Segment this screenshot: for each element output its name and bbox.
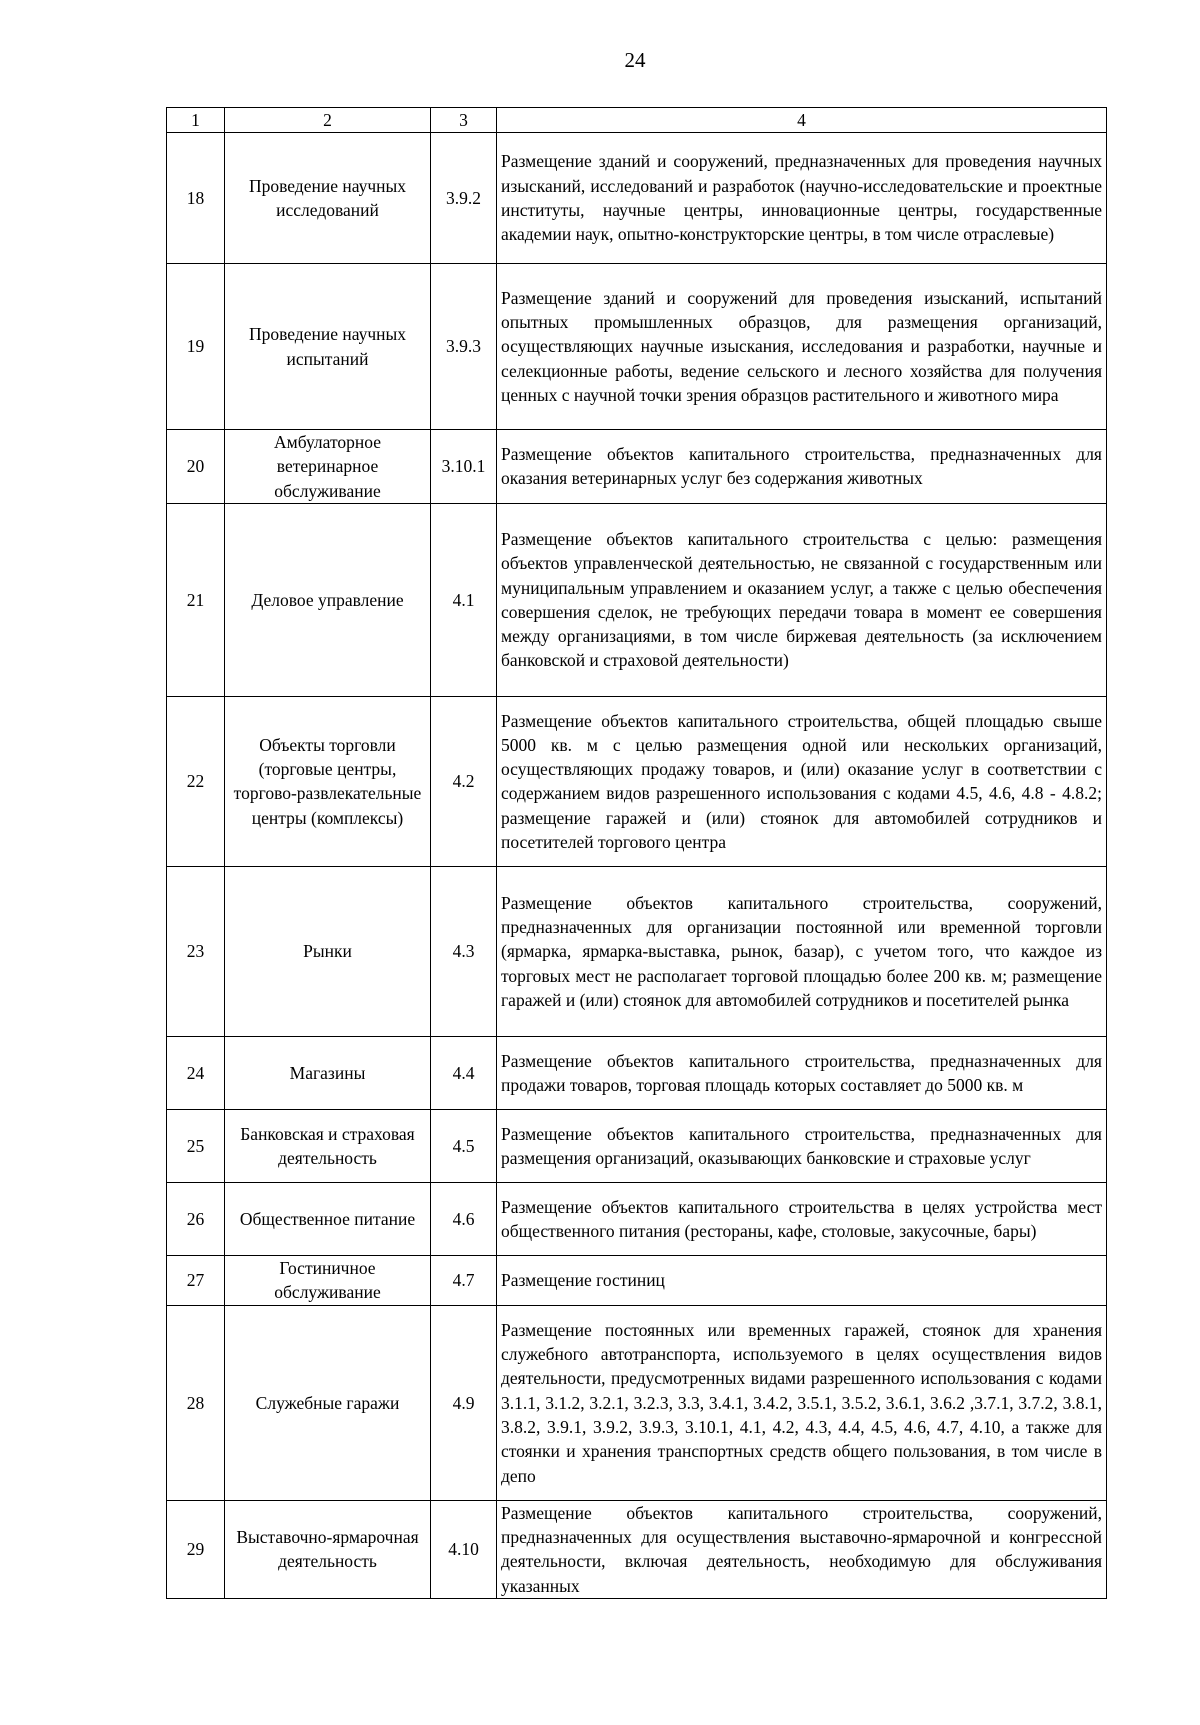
row-number: 25 [167, 1109, 225, 1182]
table-row [167, 503, 1107, 696]
row-code: 4.10 [431, 1500, 497, 1598]
row-description: Размещение объектов капитального строительства, предназначенных для размещения организаций, оказывающих банковские и страховые услуг [497, 1109, 1107, 1182]
row-number: 23 [167, 866, 225, 1036]
row-description: Размещение объектов капитального строительства, предназначенных для оказания ветеринарных услуг без содержания животных [497, 430, 1107, 504]
table-header-row [167, 108, 1107, 133]
row-name: Рынки [225, 866, 431, 1036]
row-description: Размещение объектов капитального строительства, предназначенных для продажи товаров, торговая площадь которых составляет до 5000 кв. м [497, 1036, 1107, 1109]
row-name: Проведение научных исследований [225, 133, 431, 264]
row-code: 3.10.1 [431, 430, 497, 504]
row-code: 4.3 [431, 866, 497, 1036]
table-row [167, 1500, 1107, 1598]
row-name: Амбулаторное ветеринарное обслуживание [225, 430, 431, 504]
table-row [167, 1305, 1107, 1500]
row-name: Деловое управление [225, 503, 431, 696]
row-number: 20 [167, 430, 225, 504]
row-name: Выставочно-ярмарочная деятельность [225, 1500, 431, 1598]
row-description: Размещение объектов капитального строительства в целях устройства мест общественного питания (рестораны, кафе, столовые, закусочные, бары) [497, 1182, 1107, 1255]
row-description: Размещение объектов капитального строительства, общей площадью свыше 5000 кв. м с целью размещения одной или нескольких организаций, осуществляющих продажу товаров, и (или) оказание услуг в соответствии с содержанием видов разрешенного использования с кодами 4.5, 4.6, 4.8 - 4.8.2; размещение гаражей и (или) стоянок для автомобилей сотрудников и посетителей торгового центра [497, 696, 1107, 866]
table-row [167, 1109, 1107, 1182]
row-name: Служебные гаражи [225, 1305, 431, 1500]
row-description: Размещение объектов капитального строительства, сооружений, предназначенных для организации постоянной или временной торговли (ярмарка, ярмарка-выставка, рынок, базар), с учетом того, что каждое из торговых мест не располагает торговой площадью более 200 кв. м; размещение гаражей и (или) стоянок для автомобилей сотрудников и посетителей рынка [497, 866, 1107, 1036]
row-name: Проведение научных испытаний [225, 264, 431, 430]
column-header-description: 4 [497, 108, 1107, 133]
table-row [167, 1255, 1107, 1305]
row-code: 4.2 [431, 696, 497, 866]
table-row [167, 1182, 1107, 1255]
row-number: 27 [167, 1255, 225, 1305]
row-number: 28 [167, 1305, 225, 1500]
row-description: Размещение объектов капитального строительства, сооружений, предназначенных для осуществления выставочно-ярмарочной и конгрессной деятельности, включая деятельность, необходимую для обслуживания указанных [497, 1500, 1107, 1598]
land-use-table [166, 107, 1107, 1599]
row-description: Размещение гостиниц [497, 1255, 1107, 1305]
row-name: Общественное питание [225, 1182, 431, 1255]
row-code: 4.7 [431, 1255, 497, 1305]
row-name: Объекты торговли (торговые центры, торгово-развлекательные центры (комплексы) [225, 696, 431, 866]
row-number: 18 [167, 133, 225, 264]
row-number: 22 [167, 696, 225, 866]
row-number: 24 [167, 1036, 225, 1109]
table-row [167, 264, 1107, 430]
row-description: Размещение объектов капитального строительства с целью: размещения объектов управленческой деятельностью, не связанной с государственным или муниципальным управлением и оказанием услуг, а также с целью обеспечения совершения сделок, не требующих передачи товара в момент ее совершения между организациями, в том числе биржевая деятельность (за исключением банковской и страховой деятельности) [497, 503, 1107, 696]
row-code: 4.5 [431, 1109, 497, 1182]
table-row [167, 866, 1107, 1036]
page-number: 24 [624, 48, 646, 72]
column-header-name: 2 [225, 108, 431, 133]
row-code: 4.6 [431, 1182, 497, 1255]
row-code: 3.9.3 [431, 264, 497, 430]
row-name: Гостиничное обслуживание [225, 1255, 431, 1305]
row-name: Магазины [225, 1036, 431, 1109]
row-name: Банковская и страховая деятельность [225, 1109, 431, 1182]
row-description: Размещение постоянных или временных гаражей, стоянок для хранения служебного автотранспорта, используемого в целях осуществления видов деятельности, предусмотренных видами разрешенного использования с кодами 3.1.1, 3.1.2, 3.2.1, 3.2.3, 3.3, 3.4.1, 3.4.2, 3.5.1, 3.5.2, 3.6.1, 3.6.2 ,3.7.1, 3.7.2, 3.8.1, 3.8.2, 3.9.1, 3.9.2, 3.9.3, 3.10.1, 4.1, 4.2, 4.3, 4.4, 4.5, 4.6, 4.7, 4.10, а также для стоянки и хранения транспортных средств общего пользования, в том числе в депо [497, 1305, 1107, 1500]
row-description: Размещение зданий и сооружений, предназначенных для проведения научных изысканий, исследований и разработок (научно-исследовательские и проектные институты, научные центры, инновационные центры, государственные академии наук, опытно-конструкторские центры, в том числе отраслевые) [497, 133, 1107, 264]
row-number: 21 [167, 503, 225, 696]
table-row [167, 1036, 1107, 1109]
row-number: 26 [167, 1182, 225, 1255]
table-row [167, 133, 1107, 264]
row-code: 4.9 [431, 1305, 497, 1500]
row-description: Размещение зданий и сооружений для проведения изысканий, испытаний опытных промышленных образцов, для размещения организаций, осуществляющих научные изыскания, исследования и разработки, научные и селекционные работы, ведение сельского и лесного хозяйства для получения ценных с научной точки зрения образцов растительного и животного мира [497, 264, 1107, 430]
column-header-number: 1 [167, 108, 225, 133]
row-code: 3.9.2 [431, 133, 497, 264]
row-code: 4.1 [431, 503, 497, 696]
column-header-code: 3 [431, 108, 497, 133]
row-number: 19 [167, 264, 225, 430]
table-row [167, 430, 1107, 504]
row-code: 4.4 [431, 1036, 497, 1109]
table-row [167, 696, 1107, 866]
row-number: 29 [167, 1500, 225, 1598]
